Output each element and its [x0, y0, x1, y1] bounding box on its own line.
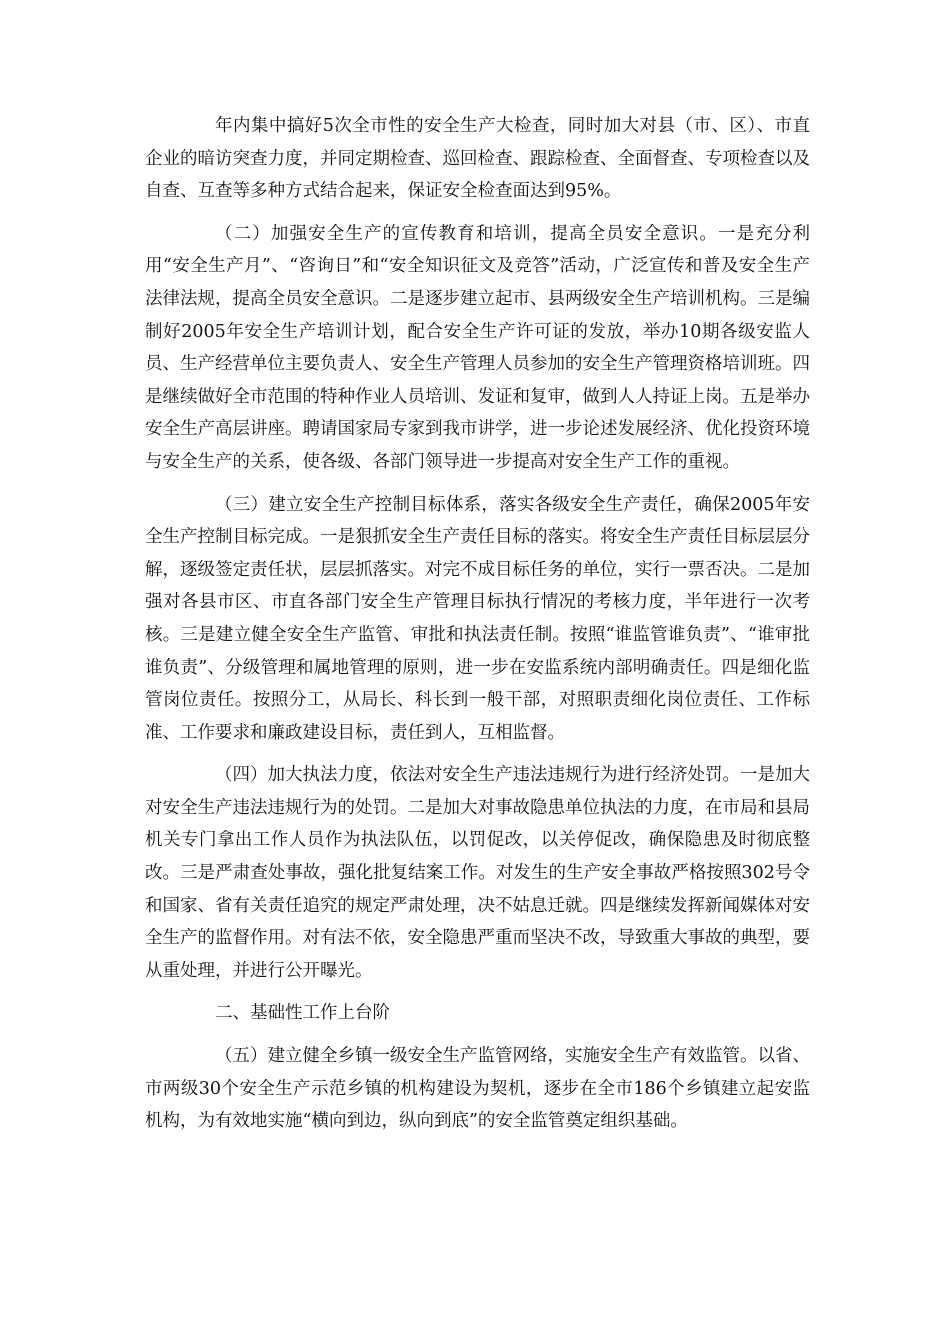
section-heading-basic-work: 二、基础性工作上台阶 [215, 1003, 390, 1024]
document-body [145, 110, 810, 1148]
paragraph-safety-inspection: 年内集中搞好5次全市性的安全生产大检查，同时加大对县（市、区）、市直企业的暗访突查力度，并同定期检查、巡回检查、跟踪检查、全面督查、专项检查以及自查、互查等多种方式结合起来，保证安全检查面达到95%。 [145, 116, 810, 202]
paragraph-law-enforcement: （四）加大执法力度，依法对安全生产违法违规行为进行经济处罚。一是加大对安全生产违法违规行为的处罚。二是加大对事故隐患单位执法的力度，在市局和县局机关专门拿出工作人员作为执法队伍，以罚促改，以关停促改，确保隐患及时彻底整改。三是严肃查处事故，强化批复结案工作。对发生的生产安全事故严格按照302号令和国家、省有关责任追究的规定严肃处理，决不姑息迁就。四是继续发挥新闻媒体对安全生产的监督作用。对有法不依，安全隐患严重而坚决不改，导致重大事故的典型，要从重处理，并进行公开曝光。 [145, 765, 810, 981]
paragraph-township-supervision: （五）建立健全乡镇一级安全生产监管网络，实施安全生产有效监管。以省、市两级30个安全生产示范乡镇的机构建设为契机，逐步在全市186个乡镇建立起安监机构，为有效地实施“横向到边，纵向到底”的安全监管奠定组织基础。 [145, 1046, 810, 1132]
paragraph-publicity-training: （二）加强安全生产的宣传教育和培训，提高全员安全意识。一是充分利用“安全生产月”、“咨询日”和“安全知识征文及竞答”活动，广泛宣传和普及安全生产法律法规，提高全员安全意识。二是逐步建立起市、县两级安全生产培训机构。三是编制好2005年安全生产培训计划，配合安全生产许可证的发放，举办10期各级安监人员、生产经营单位主要负责人、安全生产管理人员参加的安全生产管理资格培训班。四是继续做好全市范围的特种作业人员培训、发证和复审，做到人人持证上岗。五是举办安全生产高层讲座。聘请国家局专家到我市讲学，进一步论述发展经济、优化投资环境与安全生产的关系，使各级、各部门领导进一步提高对安全生产工作的重视。 [145, 223, 810, 472]
paragraph-control-targets: （三）建立安全生产控制目标体系，落实各级安全生产责任，确保2005年安全生产控制目标完成。一是狠抓安全生产责任目标的落实。将安全生产责任目标层层分解，逐级签定责任状，层层抓落实。对完不成目标任务的单位，实行一票否决。二是加强对各县市区、市直各部门安全生产管理目标执行情况的考核力度，半年进行一次考核。三是建立健全安全生产监管、审批和执法责任制。按照“谁监管谁负责”、“谁审批谁负责”、分级管理和属地管理的原则，进一步在安监系统内部明确责任。四是细化监管岗位责任。按照分工，从局长、科长到一般干部，对照职责细化岗位责任、工作标准、工作要求和廉政建设目标，责任到人，互相监督。 [145, 494, 810, 743]
